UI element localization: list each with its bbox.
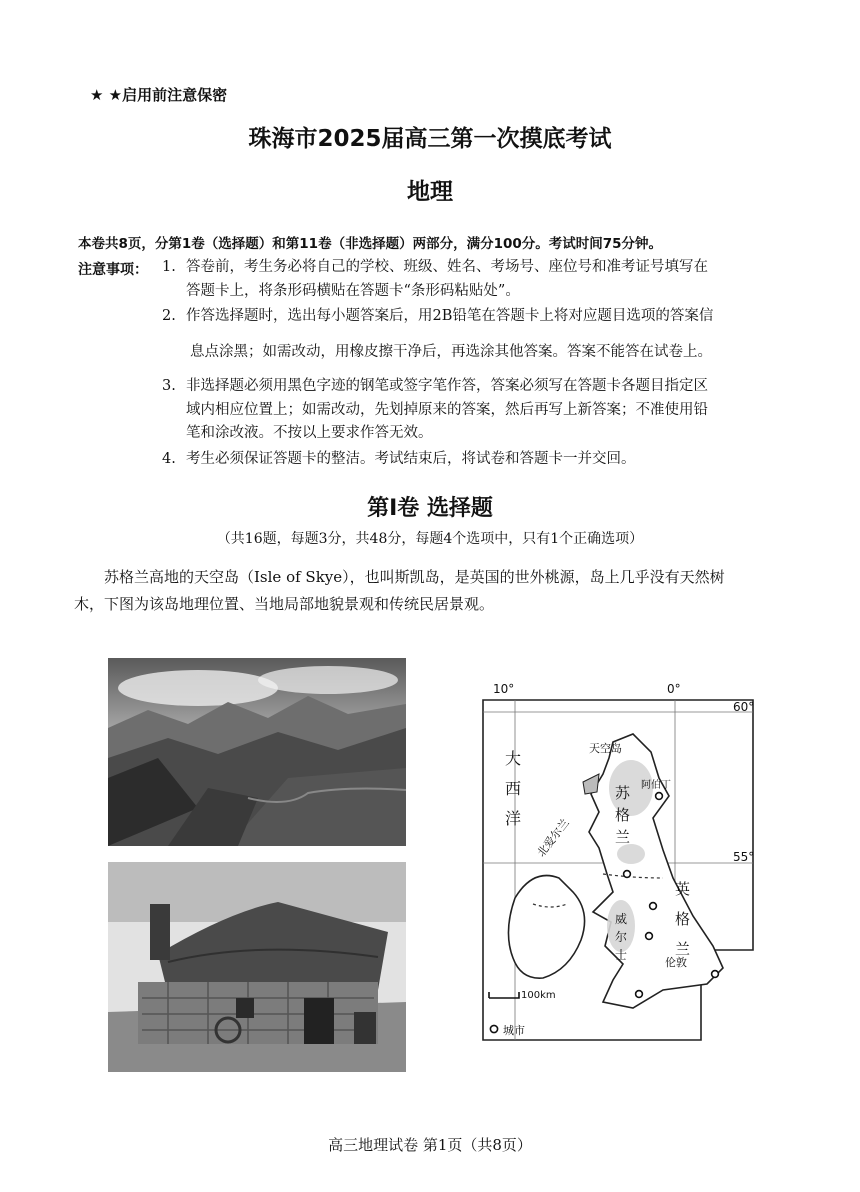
landscape-photo [108, 658, 406, 846]
note-3-line1: 非选择题必须用黑色字迹的钢笔或签字笔作答，答案必须写在答题卡各题目指定区 [186, 378, 708, 394]
section-subtitle: （共16题，每题3分，共48分，每题4个选项中，只有1个正确选项） [216, 531, 644, 547]
note-1-number: 1. [162, 259, 176, 275]
scotland-label: 苏 格 兰 [615, 784, 631, 846]
exam-intro: 本卷共8页，分第1卷（选择题）和第11卷（非选择题）两部分，满分100分。考试时间75分钟。 [78, 236, 663, 252]
note-3-number: 3. [162, 378, 176, 394]
lon-label-10: 10° [493, 682, 515, 696]
note-3-line2: 域内相应位置上；如需改动，先划掉原来的答案，然后再写上新答案；不准使用铅 [186, 402, 708, 418]
note-2-line1: 作答选择题时，选出每小题答案后，用2B铅笔在答题卡上将对应题目选项的答案信 [186, 308, 714, 324]
passage-line-2: 木，下图为该岛地理位置、当地局部地貌景观和传统民居景观。 [74, 595, 495, 613]
page-footer: 高三地理试卷 第1页（共8页） [328, 1136, 532, 1154]
england-label: 英 格 兰 [675, 880, 691, 958]
aberdeen-label: 阿伯丁 [641, 780, 671, 791]
lat-label-55: 55° [733, 850, 755, 864]
lon-label-0: 0° [667, 682, 681, 696]
atlantic-label: 大 西 洋 [505, 749, 522, 828]
note-2-number: 2. [162, 308, 176, 324]
scale-label: 100km [521, 990, 556, 1001]
northern-ireland-label: 北爱尔兰 [534, 816, 572, 860]
note-1-line1: 答卷前，考生务必将自己的学校、班级、姓名、考场号、座位号和准考证号填写在 [186, 259, 708, 275]
note-4-number: 4. [162, 451, 176, 467]
uk-location-map [463, 678, 773, 1056]
note-3-line3: 笔和涂改液。不按以上要求作答无效。 [186, 425, 433, 441]
lat-label-60: 60° [733, 700, 755, 714]
skye-label: 天空岛 [589, 742, 622, 755]
passage-line-1: 苏格兰高地的天空岛（Isle of Skye），也叫斯凯岛，是英国的世外桃源，岛上几乎没有天然树 [104, 568, 725, 586]
subject-title: 地理 [407, 179, 453, 205]
confidential-notice: ★ ★启用前注意保密 [90, 86, 228, 104]
exam-title: 珠海市2025届高三第一次摸底考试 [248, 126, 612, 152]
legend-city-label: 城市 [503, 1024, 525, 1037]
wales-label: 威 尔 士 [615, 912, 628, 962]
notes-label: 注意事项： [78, 262, 148, 278]
london-label: 伦敦 [665, 956, 687, 969]
note-2-line2: 息点涂黑；如需改动，用橡皮擦干净后，再选涂其他答案。答案不能答在试卷上。 [190, 344, 712, 360]
cottage-photo [108, 862, 406, 1072]
note-4-line1: 考生必须保证答题卡的整洁。考试结束后，将试卷和答题卡一并交回。 [186, 451, 636, 467]
note-1-line2: 答题卡上，将条形码横贴在答题卡“条形码粘贴处”。 [186, 283, 520, 299]
section-title: 第I卷 选择题 [367, 496, 493, 521]
